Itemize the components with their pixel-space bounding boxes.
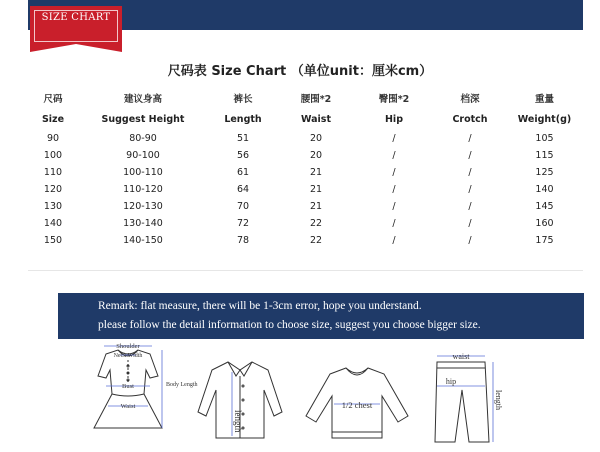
pants-diagram bbox=[425, 350, 505, 448]
table-cell: 110-120 bbox=[123, 184, 163, 195]
badge-label: SIZE CHART bbox=[41, 12, 111, 23]
remark-box bbox=[58, 293, 584, 339]
table-cell: 20 bbox=[309, 133, 323, 144]
header-cell: 重量 bbox=[534, 94, 554, 105]
header-cell: Length bbox=[224, 113, 262, 125]
table-row bbox=[28, 181, 583, 198]
table-cell: 80-90 bbox=[129, 133, 157, 144]
table-cell: 90-100 bbox=[126, 150, 160, 161]
table-cell: 72 bbox=[236, 218, 250, 229]
header-cell: Size bbox=[41, 113, 65, 125]
section-divider bbox=[28, 270, 583, 271]
table-cell: 150 bbox=[43, 235, 63, 246]
table-cell: 140-150 bbox=[123, 235, 163, 246]
dress-diagram bbox=[76, 342, 198, 442]
neck-width-label: Neck Width bbox=[113, 353, 143, 359]
table-cell: / bbox=[468, 167, 472, 178]
header-cell: Waist bbox=[300, 113, 331, 125]
size-table bbox=[28, 88, 583, 249]
chest-label: 1/2 chest bbox=[341, 400, 373, 410]
waist-label: Waist bbox=[120, 403, 136, 410]
table-cell: 115 bbox=[535, 150, 554, 161]
table-cell: 120-130 bbox=[123, 201, 163, 212]
header-cell: Suggest Height bbox=[101, 113, 185, 125]
table-cell: 56 bbox=[236, 150, 250, 161]
remark-line-1: Remark: flat measure, there will be 1-3cm error, hope you understand. bbox=[98, 300, 422, 312]
header-row-english bbox=[28, 108, 583, 130]
table-cell: / bbox=[468, 184, 472, 195]
table-cell: / bbox=[468, 201, 472, 212]
table-cell: 110 bbox=[43, 167, 63, 178]
shirt-length-label: length bbox=[233, 410, 243, 433]
table-cell: / bbox=[392, 133, 396, 144]
header-cell: Weight(g) bbox=[517, 113, 572, 125]
header-cell: Crotch bbox=[452, 113, 488, 125]
header-cell: 尺码 bbox=[43, 94, 63, 105]
table-cell: 61 bbox=[236, 167, 250, 178]
header-cell: 腰围*2 bbox=[300, 94, 332, 105]
table-cell: / bbox=[392, 218, 396, 229]
table-cell: 160 bbox=[535, 218, 554, 229]
table-cell: 20 bbox=[309, 150, 323, 161]
table-cell: 130 bbox=[43, 201, 63, 212]
header-cell: 档深 bbox=[460, 94, 480, 105]
table-cell: 22 bbox=[309, 218, 323, 229]
table-cell: 90 bbox=[46, 133, 60, 144]
table-row bbox=[28, 130, 583, 147]
shoulder-label: Shoulder bbox=[116, 343, 140, 350]
table-cell: 100-110 bbox=[123, 167, 163, 178]
bust-label: Bust bbox=[122, 383, 134, 390]
table-cell: / bbox=[392, 150, 396, 161]
table-cell: 175 bbox=[535, 235, 554, 246]
header-cell: 建议身高 bbox=[123, 94, 162, 105]
table-cell: / bbox=[392, 201, 396, 212]
pants-length-label: length bbox=[494, 390, 503, 410]
pants-waist-label: waist bbox=[452, 352, 470, 361]
table-cell: 105 bbox=[535, 133, 554, 144]
table-cell: 21 bbox=[309, 184, 323, 195]
table-cell: / bbox=[468, 133, 472, 144]
table-cell: 145 bbox=[535, 201, 554, 212]
table-row bbox=[28, 232, 583, 249]
table-cell: 125 bbox=[535, 167, 554, 178]
table-row bbox=[28, 147, 583, 164]
table-cell: 120 bbox=[43, 184, 63, 195]
sweater-diagram bbox=[300, 360, 415, 445]
table-cell: / bbox=[468, 235, 472, 246]
table-cell: / bbox=[392, 167, 396, 178]
table-cell: / bbox=[392, 235, 396, 246]
table-cell: / bbox=[468, 218, 472, 229]
table-cell: 51 bbox=[236, 133, 250, 144]
table-cell: / bbox=[392, 184, 396, 195]
header-cell: 臀围*2 bbox=[378, 94, 410, 105]
header-cell: 裤长 bbox=[233, 94, 253, 105]
shirt-diagram bbox=[190, 350, 290, 445]
table-row bbox=[28, 198, 583, 215]
pants-hip-label: hip bbox=[445, 377, 457, 386]
table-row bbox=[28, 164, 583, 181]
table-cell: 21 bbox=[309, 167, 323, 178]
header-row-chinese bbox=[28, 88, 583, 108]
header-cell: Hip bbox=[384, 113, 403, 125]
table-cell: 140 bbox=[43, 218, 63, 229]
table-cell: 78 bbox=[236, 235, 250, 246]
body-length-label: Body Length bbox=[166, 382, 198, 388]
remark-line-2: please follow the detail information to choose size, suggest you choose bigger size. bbox=[98, 319, 481, 331]
table-cell: / bbox=[468, 150, 472, 161]
table-cell: 22 bbox=[309, 235, 323, 246]
table-cell: 70 bbox=[236, 201, 250, 212]
table-cell: 21 bbox=[309, 201, 323, 212]
table-row bbox=[28, 215, 583, 232]
table-cell: 100 bbox=[43, 150, 63, 161]
table-cell: 130-140 bbox=[123, 218, 163, 229]
size-chart-badge bbox=[30, 6, 122, 44]
table-cell: 140 bbox=[535, 184, 554, 195]
chart-title: 尺码表 Size Chart （单位unit：厘米cm） bbox=[167, 64, 433, 79]
table-cell: 64 bbox=[236, 184, 250, 195]
